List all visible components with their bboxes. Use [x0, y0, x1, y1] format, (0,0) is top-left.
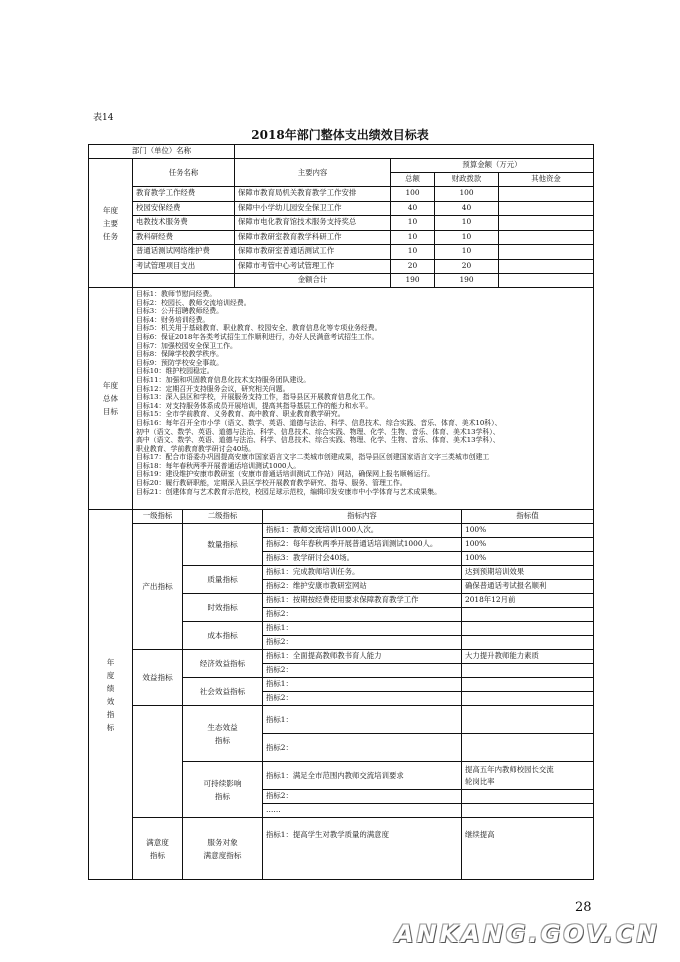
task-total: 40 [391, 202, 435, 217]
task-total: 10 [391, 245, 435, 260]
page-title: 2018年部门整体支出绩效目标表 [251, 128, 429, 142]
indicator-value: 2018年12月前 [462, 594, 594, 608]
task-fiscal: 10 [435, 231, 499, 246]
indicator-content: 指标2： [263, 734, 462, 762]
indicator-content: 指标1：全面提高教师教书育人能力 [263, 650, 462, 664]
goal-item: 目标14：对支持服务体系成员开展培训，提高其指导基层工作的能力和水平。 [136, 401, 373, 410]
header-level2: 二级指标 [183, 510, 263, 524]
indicator-content: 指标2： [263, 790, 462, 804]
header-budget-amount: 预算金额（万元） [391, 159, 594, 173]
goal-item: 目标5：机关用于基础教育、职业教育、校园安全、教育信息化等专项业务经费。 [136, 324, 382, 333]
task-fiscal: 10 [435, 245, 499, 260]
indicator-value: 100% [462, 552, 594, 566]
level2-quantity: 数量指标 [183, 524, 263, 566]
level1-sustainable-blank [133, 706, 183, 818]
task-name: 电教技术服务费 [133, 216, 235, 231]
task-total: 10 [391, 216, 435, 231]
task-fiscal: 20 [435, 260, 499, 275]
task-name: 教科研经费 [133, 231, 235, 246]
indicator-content: 指标1： [263, 622, 462, 636]
indicator-content: 指标3：教学研讨会40场。 [263, 552, 462, 566]
indicator-value [462, 678, 594, 692]
goal-item: 初中（语文、数学、英语、道德与法治、科学、信息技术、综合实践、物理、化学、生物、音乐、体育、美术13学科）、 [136, 427, 500, 436]
goal-item: 目标7：加强校园安全保卫工作。 [136, 341, 237, 350]
goal-item: 目标8：保障学校教学秩序。 [136, 350, 224, 359]
indicator-content: 指标2： [263, 636, 462, 650]
indicator-value [462, 636, 594, 650]
indicator-content: 指标2：每年春秋两季开展普通话培训测试1000人。 [263, 538, 462, 552]
goal-item: 目标4：财务培训经费。 [136, 315, 210, 324]
goal-item: 目标2：校园长、教师交流培训经费。 [136, 298, 251, 307]
task-other [499, 187, 594, 202]
level2-quality: 质量指标 [183, 566, 263, 594]
amount-fiscal-value: 190 [435, 274, 499, 288]
task-fiscal: 10 [435, 216, 499, 231]
header-fiscal: 财政拨款 [435, 173, 499, 187]
indicator-value [462, 734, 594, 762]
indicator-content: 指标2：维护安康市教研室网站 [263, 580, 462, 594]
task-content: 保障中小学幼儿园安全保卫工作 [235, 202, 391, 217]
indicator-value [462, 804, 594, 818]
goal-item: 目标6：保证2018年各类考试招生工作顺利进行，办好人民满意考试招生工作。 [136, 332, 379, 341]
indicator-value [462, 692, 594, 706]
level1-output: 产出指标 [133, 524, 183, 650]
task-name: 教育教学工作经费 [133, 187, 235, 202]
goal-item: 目标16：每年召开全市小学（语文、数学、英语、道德与法治、科学、信息技术、综合实践、音乐、体育、美术10科）、 [136, 418, 502, 427]
indicator-value: 大力提升教师能力素质 [462, 650, 594, 664]
goal-item: 目标9：预防学校安全事故。 [136, 358, 224, 367]
header-main-content: 主要内容 [235, 159, 391, 187]
goal-item: 目标19：建设维护安康市教研室（安康市普通话培训测试工作站）网站，确保网上报名顺畅运行。 [136, 470, 435, 479]
goal-item: 目标20：履行教研职能，定期深入县区学校开展教育教学研究、指导、服务、管理工作。 [136, 479, 407, 488]
indicator-value: 确保普通话考试报名顺利 [462, 580, 594, 594]
indicator-content: 指标1： [263, 678, 462, 692]
indicator-content: 指标1：完成教师培训任务。 [263, 566, 462, 580]
task-content: 保障市考管中心考试管理工作 [235, 260, 391, 275]
watermark: ANKANG.GOV.CN [395, 920, 660, 948]
indicator-value [462, 622, 594, 636]
task-other [499, 231, 594, 246]
task-other [499, 202, 594, 217]
task-total: 100 [391, 187, 435, 202]
goal-item: 目标21：创建体育与艺术教育示范校，校园足球示范校，编辑印发安康市中小学体育与艺术成果集。 [136, 487, 442, 496]
indicator-value [462, 790, 594, 804]
task-total: 10 [391, 231, 435, 246]
header-indicator-value: 指标值 [462, 510, 594, 524]
totals-blank [133, 274, 235, 288]
indicator-value: 提高五年内教师校园长交流 轮岗比率 [462, 762, 594, 790]
goal-item: 目标3：公开招聘教师经费。 [136, 307, 224, 316]
indicator-content: 指标1：按期按经费使用要求保障教育教学工作 [263, 594, 462, 608]
level2-social: 社会效益指标 [183, 678, 263, 706]
amount-total-value: 190 [391, 274, 435, 288]
task-other [499, 216, 594, 231]
goal-item: 目标18：每年春秋两季开展普通话培训测试1000人。 [136, 461, 301, 470]
goal-item: 目标13：深入县区和学校，开展服务支持工作，指导县区开展教育信息化工作。 [136, 393, 380, 402]
header-task-name: 任务名称 [133, 159, 235, 187]
indicator-content: 指标2： [263, 608, 462, 622]
level2-sustainable: 可持续影响 指标 [183, 762, 263, 818]
goal-item: 目标12：定期召开支持服务会议，研究相关问题。 [136, 384, 290, 393]
task-name: 考试管理项目支出 [133, 260, 235, 275]
task-content: 保障市教育局机关教育教学工作安排 [235, 187, 391, 202]
goal-item: 目标10：维护校园稳定。 [136, 367, 214, 376]
task-content: 保障市电化教育馆技术服务支持奖总 [235, 216, 391, 231]
indicator-content: 指标2： [263, 664, 462, 678]
indicator-value [462, 608, 594, 622]
page-number: 28 [575, 900, 592, 915]
level2-ecological: 生态效益 指标 [183, 706, 263, 762]
amount-other-value [499, 274, 594, 288]
level2-economic: 经济效益指标 [183, 650, 263, 678]
indicator-value: 100% [462, 538, 594, 552]
goal-item: 目标1：教师节慰问经费。 [136, 290, 217, 298]
task-fiscal: 40 [435, 202, 499, 217]
task-content: 保障市教研室教育教学科研工作 [235, 231, 391, 246]
task-fiscal: 100 [435, 187, 499, 202]
amount-total-label: 金额合计 [235, 274, 391, 288]
level2-service-satisfaction: 服务对象 满意度指标 [183, 818, 263, 880]
level2-timeliness: 时效指标 [183, 594, 263, 622]
level1-benefit: 效益指标 [133, 650, 183, 706]
indicator-content: 指标1： [263, 706, 462, 734]
indicator-value: 100% [462, 524, 594, 538]
indicator-value [462, 706, 594, 734]
header-total: 总额 [391, 173, 435, 187]
section-overall-goals-label: 年度 总体 目标 [89, 288, 133, 510]
level1-satisfaction: 满意度 指标 [133, 818, 183, 880]
indicator-value: 达到预期培训效果 [462, 566, 594, 580]
header-level1: 一级指标 [133, 510, 183, 524]
indicator-content: …… [263, 804, 462, 818]
goal-item: 目标17：配合市语委办巩固提高安康市国家语言文字二类城市创建成果，指导县区创建国家语言文字三类城市创建工 [136, 453, 490, 462]
table-tag: 表14 [93, 113, 114, 123]
task-other [499, 260, 594, 275]
section-performance-indicators-label: 年 度 绩 效 指 标 [89, 510, 133, 880]
indicator-value [462, 664, 594, 678]
goal-item: 目标11：加强和巩固教育信息化技术支持服务团队建设。 [136, 375, 311, 384]
indicator-content: 指标1：教师交流培训1000人次。 [263, 524, 462, 538]
level2-cost: 成本指标 [183, 622, 263, 650]
goal-item: 高中（语文、数学、英语、道德与法治、科学、信息技术、综合实践、物理、化学、生物、音乐、体育、美术13学科）、 [136, 436, 500, 445]
indicator-content: 指标1：提高学生对教学质量的满意度 [263, 818, 462, 880]
section-main-tasks-label: 年度 主要 任务 [89, 159, 133, 288]
dept-name-label: 部门（单位）名称 [89, 145, 235, 159]
header-other-funds: 其他资金 [499, 173, 594, 187]
task-name: 普通话测试网络维护费 [133, 245, 235, 260]
indicator-content: 指标2： [263, 692, 462, 706]
header-indicator-content: 指标内容 [263, 510, 462, 524]
overall-goals-list [133, 288, 594, 510]
task-other [499, 245, 594, 260]
task-total: 20 [391, 260, 435, 275]
task-name: 校园安保经费 [133, 202, 235, 217]
indicator-value: 继续提高 [462, 818, 594, 880]
performance-target-table [88, 144, 594, 880]
goal-item: 职业教育、学前教育教学研讨会40场。 [136, 444, 256, 453]
goal-item: 目标15：全市学前教育、义务教育、高中教育、职业教育教学研究。 [136, 410, 345, 419]
dept-name-value [235, 145, 594, 159]
indicator-content: 指标1：满足全市范围内教师交流培训要求 [263, 762, 462, 790]
task-content: 保障市教研室普通话测试工作 [235, 245, 391, 260]
